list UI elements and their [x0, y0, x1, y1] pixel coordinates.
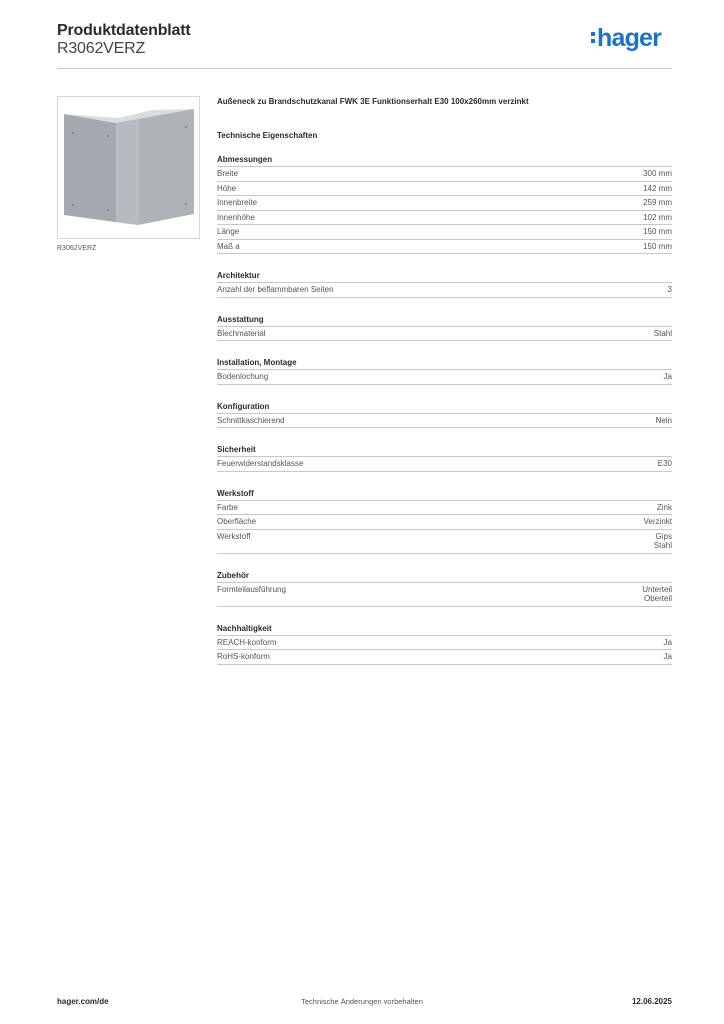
- spec-section: [217, 623, 672, 665]
- spec-value: Ja: [663, 637, 672, 647]
- spec-value: Nein: [655, 415, 672, 425]
- section-title: Sicherheit: [217, 444, 672, 457]
- spec-label: Oberfläche: [217, 517, 257, 526]
- corner-duct-illustration: [58, 97, 199, 238]
- section-title: Installation, Montage: [217, 357, 672, 370]
- spec-label: Bodenlochung: [217, 372, 269, 381]
- image-caption: R3062VERZ: [57, 245, 97, 252]
- spec-row: [217, 370, 672, 385]
- spec-value: 102 mm: [643, 212, 672, 222]
- spec-section: [217, 270, 672, 298]
- spec-row: [217, 457, 672, 472]
- spec-row: [217, 283, 672, 298]
- spec-value: Verzinkt: [643, 517, 672, 526]
- spec-label: Feuerwiderstandsklasse: [217, 459, 304, 468]
- spec-value: 142 mm: [643, 183, 672, 193]
- spec-value: Gips Stahl: [653, 531, 672, 550]
- section-title: Ausstattung: [217, 314, 672, 327]
- page-title: Produktdatenblatt: [57, 22, 191, 39]
- spec-row: [217, 636, 672, 651]
- section-title: Konfiguration: [217, 401, 672, 414]
- spec-label: Höhe: [217, 183, 237, 193]
- spec-section: [217, 314, 672, 342]
- spec-label: Schnittkaschierend: [217, 415, 285, 425]
- logo-dots-icon: [591, 32, 595, 43]
- section-title: Architektur: [217, 270, 672, 283]
- spec-section: [217, 357, 672, 385]
- section-title: Werkstoff: [217, 488, 672, 501]
- spec-section: [217, 488, 672, 554]
- spec-label: Werkstoff: [217, 531, 251, 541]
- spec-value: 3: [667, 285, 672, 294]
- spec-value: Ja: [663, 652, 672, 661]
- spec-value: 150 mm: [643, 227, 672, 236]
- section-title: Zubehör: [217, 570, 672, 583]
- spec-section: [217, 401, 672, 429]
- footer-website: hager.com/de: [57, 997, 109, 1006]
- spec-value: E30: [657, 459, 672, 468]
- spec-row: [217, 225, 672, 240]
- spec-label: Innenbreite: [217, 198, 258, 207]
- spec-row: [217, 182, 672, 197]
- header-divider: [57, 68, 672, 69]
- spec-sections: [217, 154, 672, 665]
- spec-row: [217, 240, 672, 255]
- spec-value: 300 mm: [643, 169, 672, 178]
- spec-section: [217, 444, 672, 472]
- spec-section: [217, 154, 672, 254]
- spec-label: Farbe: [217, 502, 238, 512]
- logo-wordmark: hager: [597, 24, 662, 52]
- spec-section: [217, 570, 672, 607]
- section-title: Abmessungen: [217, 154, 672, 167]
- footer-date: 12.06.2025: [631, 997, 672, 1006]
- spec-row: [217, 211, 672, 226]
- spec-row: [217, 414, 672, 429]
- spec-row: [217, 583, 672, 607]
- product-description: Außeneck zu Brandschutzkanal FWK 3E Funktionserhalt E30 100x260mm verzinkt: [217, 97, 529, 106]
- spec-row: [217, 501, 672, 516]
- spec-label: Breite: [217, 169, 238, 178]
- spec-value: Stahl: [653, 328, 672, 338]
- spec-label: Länge: [217, 227, 240, 236]
- spec-value: Ja: [663, 372, 672, 381]
- spec-row: [217, 650, 672, 665]
- footer-notice: Technische Änderungen vorbehalten: [301, 997, 423, 1006]
- tech-properties-title: Technische Eigenschaften: [217, 131, 318, 140]
- product-image: [57, 96, 200, 239]
- spec-content: [217, 96, 672, 665]
- spec-row: [217, 196, 672, 211]
- spec-value: 150 mm: [643, 241, 672, 251]
- spec-value: 259 mm: [643, 198, 672, 207]
- hager-logo: [591, 26, 661, 56]
- spec-label: Anzahl der beflammbaren Seiten: [217, 285, 334, 294]
- spec-label: Blechmaterial: [217, 328, 266, 338]
- spec-label: Innenhöhe: [217, 212, 255, 222]
- spec-row: [217, 515, 672, 530]
- section-title: Nachhaltigkeit: [217, 623, 672, 636]
- spec-label: Formteilausführung: [217, 584, 286, 594]
- spec-row: [217, 530, 672, 554]
- product-code: R3062VERZ: [57, 40, 146, 57]
- spec-row: [217, 167, 672, 182]
- spec-value: Unterteil Oberteil: [642, 584, 672, 603]
- spec-value: Zink: [656, 502, 672, 512]
- spec-row: [217, 327, 672, 342]
- spec-label: REACH-konform: [217, 637, 277, 647]
- spec-label: Maß a: [217, 241, 240, 251]
- spec-label: RoHS-konform: [217, 652, 270, 661]
